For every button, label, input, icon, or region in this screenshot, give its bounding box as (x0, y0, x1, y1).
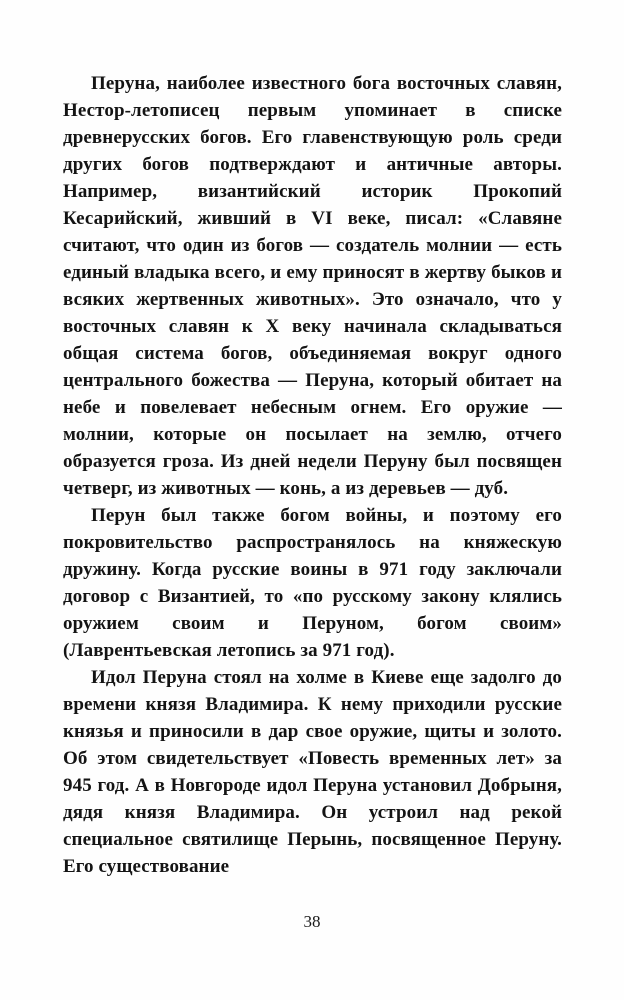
paragraph-perun-intro: Перуна, наиболее известного бога восточных славян, Нестор-летописец первым упоминает в списке древнерусских богов. Его главенствующую роль среди других богов подтверждают и античные авторы. Например, византийский историк Прокопий Кесарийский, живший в VI веке, писал: «Славяне считают, что один из богов — создатель молнии — есть единый владыка всего, и ему приносят в жертву быков и всяких жертвенных животных». Это означало, что у восточных славян к X веку начинала складываться общая система богов, объединяемая вокруг одного центрального божества — Перуна, который обитает на небе и повелевает небесным огнем. Его оружие — молнии, которые он посылает на землю, отчего образуется гроза. Из дней недели Перуну был посвящен четверг, из животных — конь, а из деревьев — дуб. (63, 73, 562, 499)
paragraph-perun-war-god: Перун был также богом войны, и поэтому его покровительство распространялось на княжескую дружину. Когда русские воины в 971 году заключали договор с Византией, то «по русскому закону клялись оружием своим и Перуном, богом своим» (Лаврентьевская летопись за 971 год). (63, 505, 562, 661)
page-number: 38 (303, 912, 321, 931)
text-block (63, 70, 562, 880)
paragraph-perun-idol: Идол Перуна стоял на холме в Киеве еще задолго до времени князя Владимира. К нему приходили русские князья и приносили в дар свое оружие, щиты и золото. Об этом свидетельствует «Повесть временных лет» за 945 год. А в Новгороде идол Перуна установил Добрыня, дядя князя Владимира. Он устроил над рекой специальное святилище Перынь, посвященное Перуну. Его существование (63, 667, 562, 877)
